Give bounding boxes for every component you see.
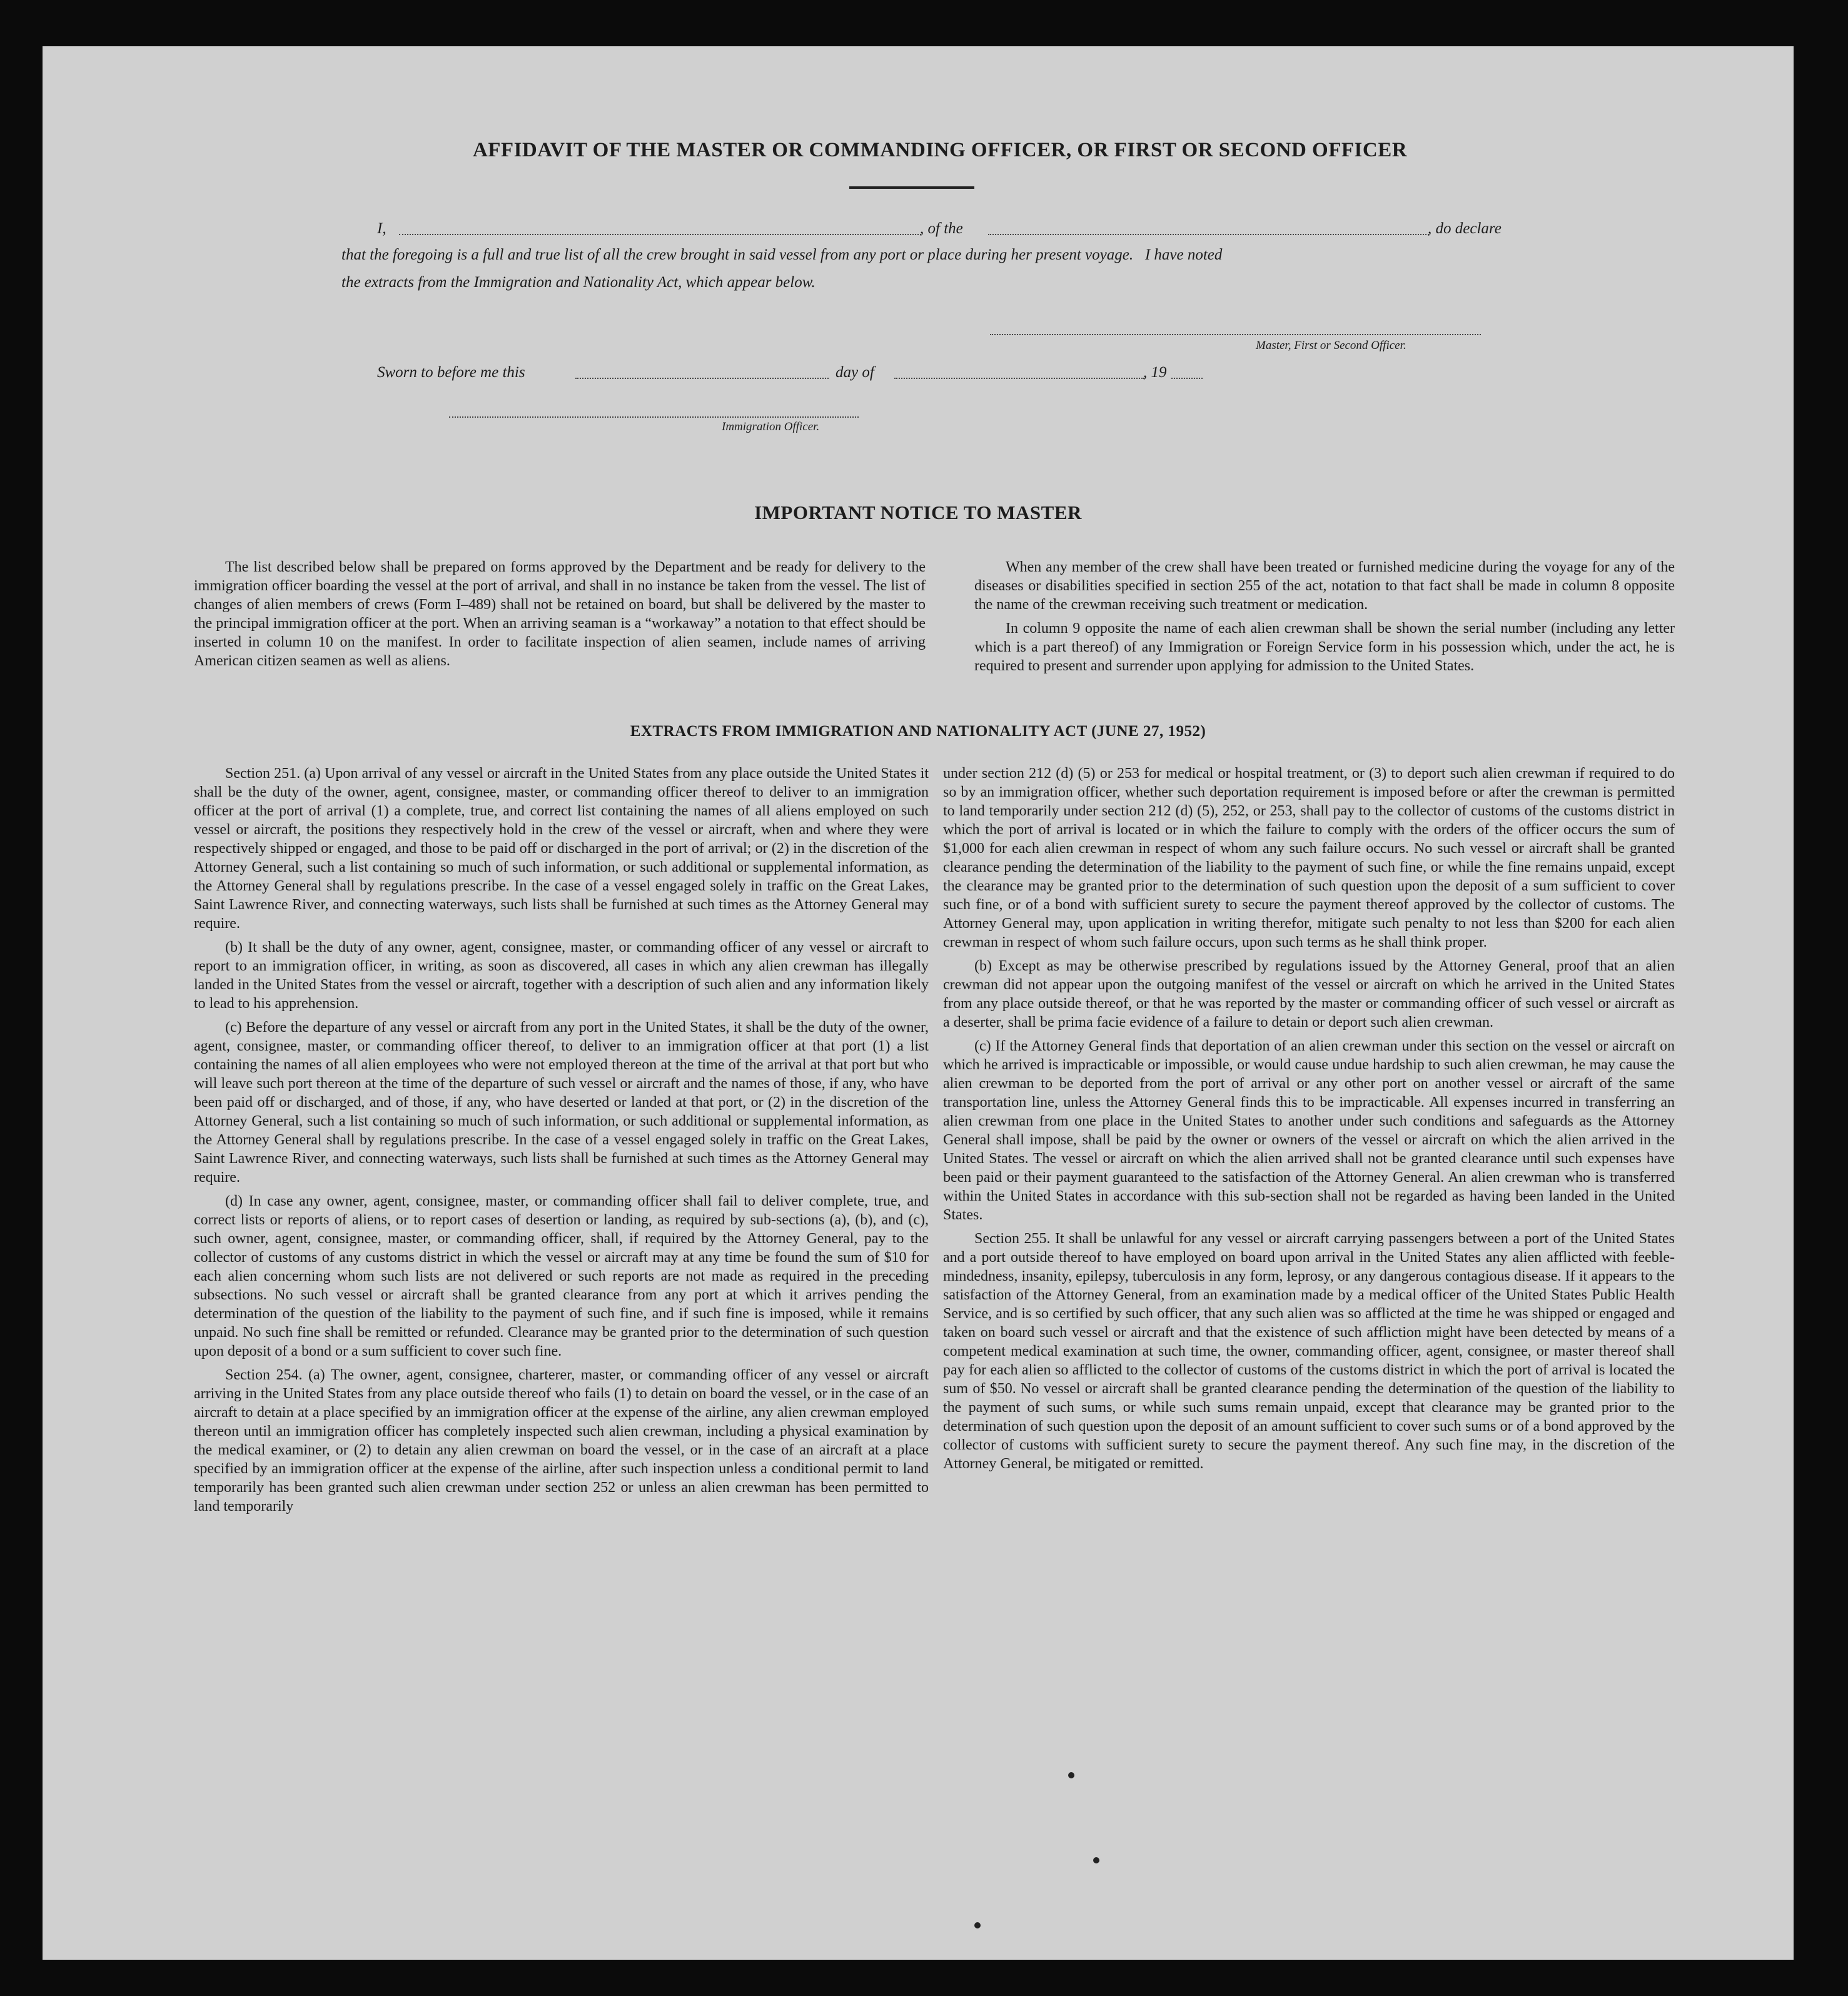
bleed-dot xyxy=(1093,1857,1099,1863)
of-the-label: , of the xyxy=(920,220,963,237)
day-of-label: day of xyxy=(836,364,874,381)
section-255: Section 255. It shall be unlawful for any vessel or aircraft carrying passengers between a port of the United States and a port outside thereof to have employed on board upon arrival in the United States any alien afflicted with feeble-mindedness, insanity, epilepsy, tuberculosis in any form, leprosy, or any dangerous contagious disease. If it appears to the satisfaction of the Attorney General, from an examination made by a medical officer of the United States Public Health Service, and is so certified by such officer, that any such alien was so afflicted at the time he was shipped or engaged and taken on board such vessel or aircraft and that the existence of such affliction might have been detected by means of a competent medical examination at such time, the owner, commanding officer, agent, consignee, or master thereof shall pay for each alien so afflicted to the collector of customs of the customs district in which the port of arrival is located the sum of $50. No vessel or aircraft shall be granted clearance pending the determination of the question of the liability to the payment of such sums, or while such sums remain unpaid, except that clearance may be granted prior to the determination of such question upon the deposit of an amount sufficient to cover such sums or of a bond approved by the collector of customs with sufficient surety to secure the payment thereof. Any such fine may, in the discretion of the Attorney General, be mitigated or remitted. xyxy=(943,1231,1675,1472)
section-251-a: Section 251. (a) Upon arrival of any vessel or aircraft in the United States from any place outside the United States it shall be the duty of the owner, agent, consignee, master, or commanding officer thereof to deliver to an immigration officer at the port of arrival (1) a complete, true, and correct list containing the names of all aliens employed on such vessel or aircraft, the positions they respectively hold in the crew of the vessel or aircraft, when and where they were respectively shipped or engaged, and those to be paid off or discharged in the port of arrival; or (2) in the discretion of the Attorney General, such a list containing so much of such information, or such additional or supplemental information, as the Attorney General shall by regulations prescribe. In the case of a vessel engaged solely in traffic on the Great Lakes, Saint Lawrence River, and connecting waterways, such lists shall be furnished at such times as the Attorney General may require. xyxy=(194,765,929,932)
vessel-field[interactable] xyxy=(988,221,1429,235)
master-signature-field[interactable] xyxy=(990,321,1481,335)
officer-signature-field[interactable] xyxy=(449,404,859,418)
title-rule xyxy=(849,186,974,189)
section-251-c: (c) Before the departure of any vessel or aircraft from any port in the United States, it shall be the duty of the owner, agent, consignee, master, or commanding officer thereof, to deliver to an immigration officer at that port (1) a list containing the names of all alien employees who were not employed thereon at the time of the arrival at that port but who will leave such port thereon at the time of the departure of such vessel or aircraft and the names of those, if any, who have been paid off or discharged, and of those, if any, who have deserted or landed at that port, or (2) in the discretion of the Attorney General, such a list containing so much of such information, or such additional or supplemental information, as the Attorney General shall by regulations prescribe. In the case of a vessel engaged solely in traffic on the Great Lakes, Saint Lawrence River, and connecting waterways, such lists shall be furnished at such times as the Attorney General may require. xyxy=(194,1019,929,1186)
extracts-right-column xyxy=(943,764,1675,1478)
sworn-label: Sworn to before me this xyxy=(377,364,525,381)
notice-left-column xyxy=(194,558,926,675)
declaration-line-1: that the foregoing is a full and true list of all the crew brought in said vessel from any port or place during her present voyage. I have noted xyxy=(341,246,1223,263)
notice-title: IMPORTANT NOTICE TO MASTER xyxy=(754,502,1082,523)
affidavit-title: AFFIDAVIT OF THE MASTER OR COMMANDING OFFICER, OR FIRST OR SECOND OFFICER xyxy=(472,139,1408,161)
declaration-line-2: the extracts from the Immigration and Nationality Act, which appear below. xyxy=(341,274,815,291)
officer-signature-label: Immigration Officer. xyxy=(722,420,820,433)
section-251-d: (d) In case any owner, agent, consignee, master, or commanding officer shall fail to deliver complete, true, and correct lists or reports of aliens, or to report cases of desertion or landing, as required by sub-sections (a), (b), and (c), such owner, agent, consignee, master, or commanding officer, shall, if required by the Attorney General, pay to the collector of customs of any customs district in which the vessel or aircraft may at any time be found the sum of $10 for each alien concerning whom such lists are not delivered or such reports are not made as required in the preceding subsections. No such vessel or aircraft shall be granted clearance from any port at which it arrives pending the determination of the question of the liability to the payment of such fine, and if such fine is imposed, while it remains unpaid. No such fine shall be remitted or refunded. Clearance may be granted prior to the determination of such question upon deposit of a bond or a sum sufficient to cover such fine. xyxy=(194,1193,929,1359)
notice-left-paragraph: The list described below shall be prepared on forms approved by the Department and be ready for delivery to the immigration officer boarding the vessel at the port of arrival, and shall in no instance be taken from the vessel. The list of changes of alien members of crews (Form I–489) shall not be retained on board, but shall be delivered by the master to the principal immigration officer at the port. When an arriving seaman is a “workaway” a notation to that effect should be inserted in column 10 on the manifest. In order to facilitate inspection of alien seamen, include names of arriving American citizen seamen as well as aliens. xyxy=(194,559,926,669)
section-254-c: (c) If the Attorney General finds that deportation of an alien crewman under this section on the vessel or aircraft on which he arrived is impracticable or impossible, or would cause undue hardship to such alien crewman, he may cause the alien crewman to be deported from the port of arrival or any other port on another vessel or aircraft of the same transportation line, unless the Attorney General finds this to be impracticable. All expenses incurred in transferring an alien crewman from one place in the United States to another under such conditions and safeguards as the Attorney General shall impose, shall be paid by the owner or owners of the vessel or aircraft on which the alien arrived in the United States. The vessel or aircraft on which the alien arrived shall not be granted clearance until such expenses have been paid or their payment guaranteed to the satisfaction of the Attorney General. An alien crewman who is transferred within the United States in accordance with this sub-section shall not be regarded as having been landed in the United States. xyxy=(943,1038,1675,1223)
form-page xyxy=(43,46,1794,1960)
section-251-b: (b) It shall be the duty of any owner, agent, consignee, master, or commanding officer of any vessel or aircraft to report to an immigration officer, in writing, as soon as discovered, all cases in which any alien crewman has illegally landed in the United States from the vessel or aircraft, together with a description of such alien and any information likely to lead to his apprehension. xyxy=(194,939,929,1012)
bleed-dot xyxy=(1068,1772,1074,1778)
sworn-day-field[interactable] xyxy=(575,365,829,379)
name-field[interactable] xyxy=(399,221,921,235)
section-254-b: (b) Except as may be otherwise prescribed by regulations issued by the Attorney General, proof that an alien crewman did not appear upon the outgoing manifest of the vessel or aircraft on which he arrived in the United States from any place outside thereof, or that he was reported by the master or commanding officer of such vessel or aircraft as a deserter, shall be prima facie evidence of a failure to detain or deport such alien crewman. xyxy=(943,958,1675,1031)
i-label: I, xyxy=(377,220,386,237)
extracts-title: EXTRACTS FROM IMMIGRATION AND NATIONALITY ACT (JUNE 27, 1952) xyxy=(630,723,1206,740)
notice-right-paragraph-1: When any member of the crew shall have been treated or furnished medicine during the voyage for any of the diseases or disabilities specified in section 255 of the act, notation to that fact shall be made in column 8 opposite the name of the crewman receiving such treatment or medication. xyxy=(974,559,1675,613)
bleed-dot xyxy=(974,1922,981,1928)
master-signature-label: Master, First or Second Officer. xyxy=(1256,339,1406,352)
sworn-month-field[interactable] xyxy=(894,365,1144,379)
section-254-a: Section 254. (a) The owner, agent, consignee, charterer, master, or commanding officer of any vessel or aircraft arriving in the United States from any place outside thereof who fails (1) to detain on board the vessel, or in the case of an aircraft to detain at a place specified by an immigration officer at the expense of the airline, any alien crewman employed thereon until an immigration officer has completely inspected such alien crewman, including a physical examination by the medical examiner, or (2) to detain any alien crewman on board the vessel, or in the case of an aircraft at a place specified by an immigration officer at the expense of the airline, after such inspection unless a conditional permit to land temporarily has been granted such alien crewman under section 252 or unless an alien crewman has been permitted to land temporarily xyxy=(194,1367,929,1515)
notice-right-column xyxy=(974,558,1675,680)
extracts-left-column xyxy=(194,764,929,1521)
notice-right-paragraph-2: In column 9 opposite the name of each alien crewman shall be shown the serial number (including any letter which is a part thereof) of any Immigration or Foreign Service form in his possession which, under the act, he is required to present and surrender upon applying for admission to the United States. xyxy=(974,620,1675,674)
do-declare-label: , do declare xyxy=(1428,220,1502,237)
sworn-year-field[interactable] xyxy=(1171,365,1203,379)
section-254-a-continued: under section 212 (d) (5) or 253 for medical or hospital treatment, or (3) to deport such alien crewman if required to do so by an immigration officer, whether such deportation requirement is imposed before or after the crewman is permitted to land temporarily under section 212 (d) (5), 252, or 253, shall pay to the collector of customs of the customs district in which the port of arrival is located or in which the failure to comply with the orders of the officer occurs the sum of $1,000 for each alien crewman in respect of whom any such failure occurs. No such vessel or aircraft shall be granted clearance pending the determination of the liability to the payment of such fine, or while the fine remains unpaid, except the clearance may be granted prior to the determination of such question upon the deposit of a sum sufficient to cover such fine, or of a bond with sufficient surety to secure the payment thereof approved by the collector of customs. The Attorney General may, upon application in writing therefor, mitigate such penalty to not less than $200 for each alien crewman in respect of whom such failure occurs, upon such terms as he shall think proper. xyxy=(943,765,1675,950)
year-label: , 19 xyxy=(1143,364,1167,381)
